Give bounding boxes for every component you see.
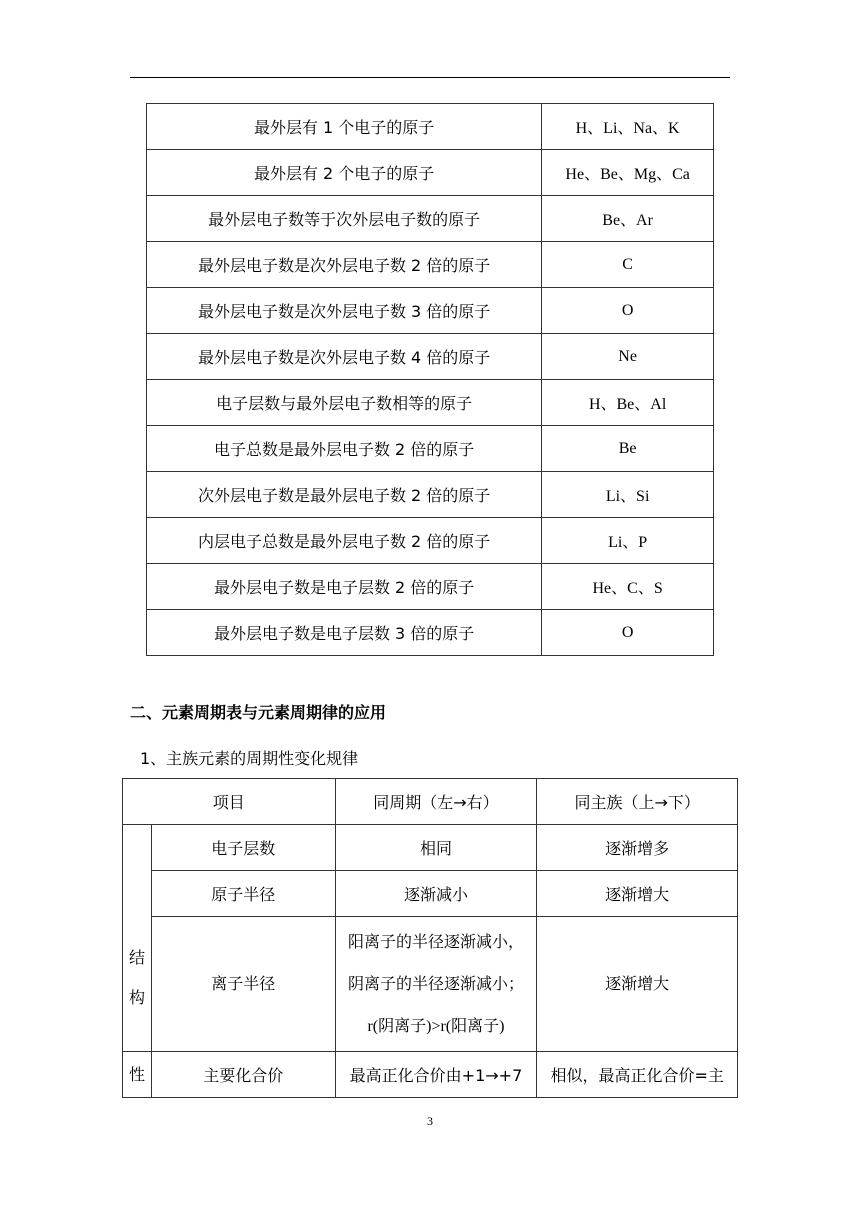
cell-period: 逐渐减小 — [335, 871, 537, 917]
element-list: He、Be、Mg、Ca — [542, 150, 714, 196]
table-row — [147, 610, 714, 656]
atom-electron-table — [146, 103, 714, 656]
group-property-label: 性 — [123, 1052, 152, 1098]
table-row — [147, 104, 714, 150]
cell-period: 最高正化合价由+1→+7 — [335, 1052, 537, 1098]
row-name: 主要化合价 — [151, 1052, 335, 1098]
cell-group: 相似，最高正化合价=主 — [537, 1052, 738, 1098]
table-row — [147, 426, 714, 472]
element-list: O — [542, 610, 714, 656]
atom-description: 最外层电子数等于次外层电子数的原子 — [147, 196, 542, 242]
table-row — [147, 150, 714, 196]
table-row — [123, 917, 738, 1052]
table-header-row — [123, 779, 738, 825]
table-row — [147, 334, 714, 380]
element-list: H、Be、Al — [542, 380, 714, 426]
table-row — [123, 825, 738, 871]
table-row — [147, 564, 714, 610]
header-item: 项目 — [123, 779, 336, 825]
table-row — [147, 242, 714, 288]
atom-description: 最外层电子数是电子层数 2 倍的原子 — [147, 564, 542, 610]
atom-description: 最外层电子数是次外层电子数 4 倍的原子 — [147, 334, 542, 380]
atom-description: 最外层电子数是次外层电子数 3 倍的原子 — [147, 288, 542, 334]
row-name: 电子层数 — [151, 825, 335, 871]
element-list: Li、P — [542, 518, 714, 564]
header-same-period: 同周期（左→右） — [335, 779, 537, 825]
element-list: Be — [542, 426, 714, 472]
atom-description: 最外层电子数是次外层电子数 2 倍的原子 — [147, 242, 542, 288]
periodic-law-table — [122, 778, 738, 1098]
element-list: Be、Ar — [542, 196, 714, 242]
atom-description: 最外层有 2 个电子的原子 — [147, 150, 542, 196]
table-row — [123, 1052, 738, 1098]
atom-description: 内层电子总数是最外层电子数 2 倍的原子 — [147, 518, 542, 564]
row-name: 原子半径 — [151, 871, 335, 917]
table-row — [123, 871, 738, 917]
cell-group: 逐渐增大 — [537, 917, 738, 1052]
header-rule — [130, 77, 730, 78]
atom-description: 最外层电子数是电子层数 3 倍的原子 — [147, 610, 542, 656]
element-list: Li、Si — [542, 472, 714, 518]
ion-line-1: 阳离子的半径逐渐减小， — [347, 931, 524, 951]
table-row — [147, 518, 714, 564]
section-subheading: 1、主族元素的周期性变化规律 — [140, 749, 359, 768]
row-name: 离子半径 — [151, 917, 335, 1052]
atom-description: 电子总数是最外层电子数 2 倍的原子 — [147, 426, 542, 472]
element-list: Ne — [542, 334, 714, 380]
table-row — [147, 380, 714, 426]
page-number: 3 — [427, 1114, 433, 1128]
cell-group: 逐渐增大 — [537, 871, 738, 917]
atom-description: 电子层数与最外层电子数相等的原子 — [147, 380, 542, 426]
group-structure-label: 结 构 — [123, 825, 152, 1052]
element-list: He、C、S — [542, 564, 714, 610]
element-list: H、Li、Na、K — [542, 104, 714, 150]
table-row — [147, 472, 714, 518]
element-list: O — [542, 288, 714, 334]
section-heading: 二、元素周期表与元素周期律的应用 — [130, 703, 387, 722]
ion-line-2: 阴离子的半径逐渐减小； — [347, 973, 524, 993]
atom-description: 次外层电子数是最外层电子数 2 倍的原子 — [147, 472, 542, 518]
atom-description: 最外层有 1 个电子的原子 — [147, 104, 542, 150]
cell-period: 相同 — [335, 825, 537, 871]
table-row — [147, 288, 714, 334]
cell-period — [335, 917, 537, 1052]
header-same-group: 同主族（上→下） — [537, 779, 738, 825]
element-list: C — [542, 242, 714, 288]
ion-line-3: r(阴离子)>r(阳离子) — [367, 1017, 505, 1035]
table-row — [147, 196, 714, 242]
cell-group: 逐渐增多 — [537, 825, 738, 871]
